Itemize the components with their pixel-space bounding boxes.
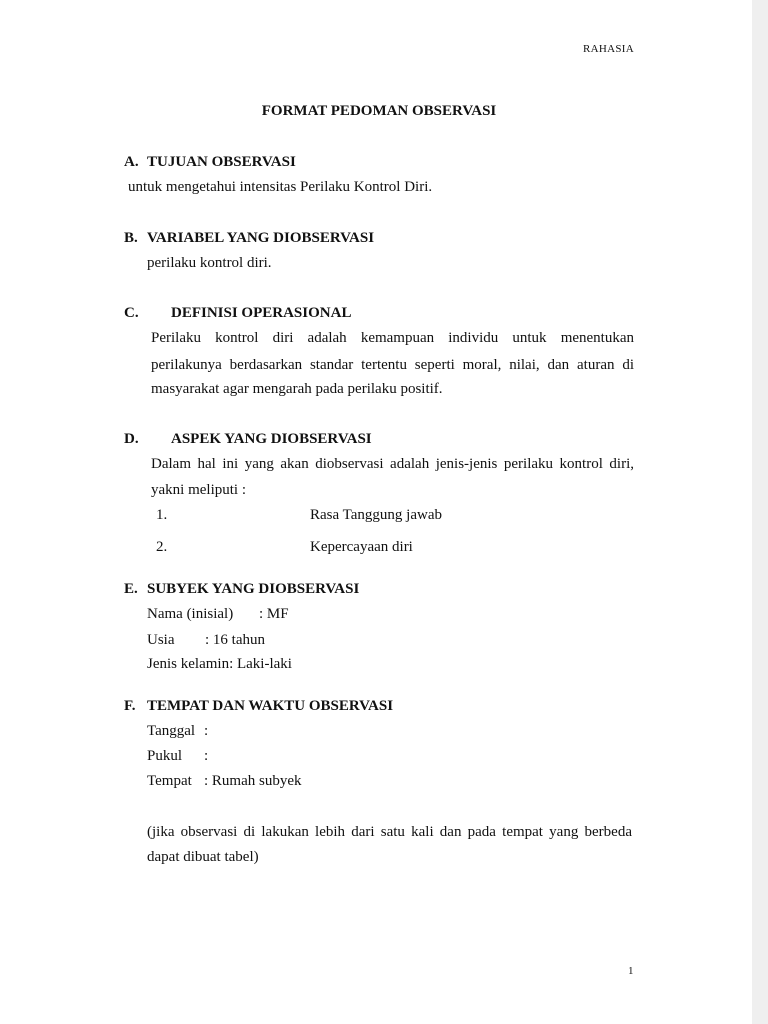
pukul-label: Pukul	[147, 748, 183, 764]
nama-label: Nama (inisial)	[147, 606, 234, 622]
page-number: 1	[628, 965, 634, 977]
section-b-letter: B.	[124, 230, 138, 246]
section-c-heading: DEFINISI OPERASIONAL	[171, 305, 352, 321]
section-c-letter: C.	[124, 305, 139, 321]
tempat-value: : Rumah subyek	[204, 773, 302, 789]
section-d-line-1: Dalam hal ini yang akan diobservasi adalah jenis-jenis perilaku kontrol diri,	[151, 456, 634, 472]
section-e-letter: E.	[124, 581, 138, 597]
section-d-letter: D.	[124, 431, 139, 447]
list-item-label: Rasa Tanggung jawab	[310, 507, 442, 523]
scrollbar-track[interactable]	[752, 0, 768, 1024]
list-item-number: 1.	[156, 507, 168, 523]
tempat-label: Tempat	[147, 773, 192, 789]
section-a-text: untuk mengetahui intensitas Perilaku Kontrol Diri.	[128, 179, 433, 195]
section-b-heading: VARIABEL YANG DIOBSERVASI	[147, 230, 375, 246]
pukul-value: :	[204, 748, 209, 764]
tanggal-value: :	[204, 723, 209, 739]
section-a-letter: A.	[124, 154, 139, 170]
section-b-text: perilaku kontrol diri.	[147, 255, 272, 271]
usia-value: : 16 tahun	[205, 632, 265, 648]
usia-label: Usia	[147, 632, 175, 648]
section-c-line-3: masyarakat agar mengarah pada perilaku positif.	[151, 381, 443, 397]
note-line-2: dapat dibuat tabel)	[147, 849, 259, 865]
section-d-line-2: yakni meliputi :	[151, 482, 246, 498]
confidential-label: RAHASIA	[583, 43, 634, 55]
section-f-heading: TEMPAT DAN WAKTU OBSERVASI	[147, 698, 394, 714]
section-c-line-2: perilakunya berdasarkan standar tertentu seperti moral, nilai, dan aturan di	[151, 357, 634, 373]
jenis-kelamin-text: Jenis kelamin: Laki-laki	[147, 656, 292, 672]
nama-value: : MF	[259, 606, 289, 622]
tanggal-label: Tanggal	[147, 723, 196, 739]
section-f-letter: F.	[124, 698, 136, 714]
section-c-line-1: Perilaku kontrol diri adalah kemampuan individu untuk menentukan	[151, 330, 634, 346]
page-title: FORMAT PEDOMAN OBSERVASI	[261, 103, 497, 119]
note-line-1: (jika observasi di lakukan lebih dari satu kali dan pada tempat yang berbeda	[147, 824, 632, 840]
section-e-heading: SUBYEK YANG DIOBSERVASI	[147, 581, 360, 597]
section-d-heading: ASPEK YANG DIOBSERVASI	[171, 431, 372, 447]
list-item-label: Kepercayaan diri	[310, 539, 413, 555]
section-a-heading: TUJUAN OBSERVASI	[147, 154, 296, 170]
list-item-number: 2.	[156, 539, 168, 555]
